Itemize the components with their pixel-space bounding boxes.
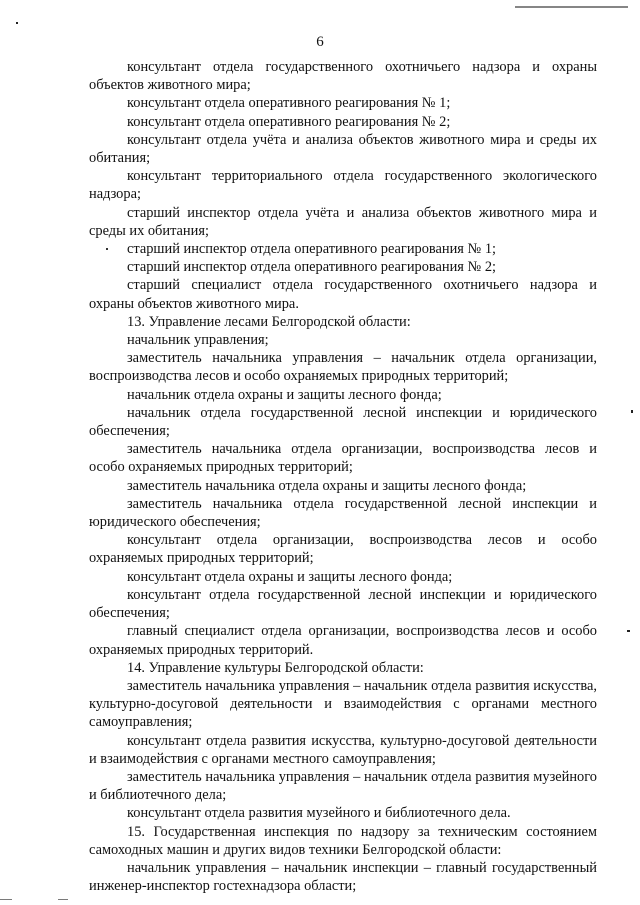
paragraph: заместитель начальника управления – начальник отдела организации, воспроизводства лесов и особо охраняемых природных территорий; [89,350,597,385]
paragraph: старший специалист отдела государственного охотничьего надзора и охраны объектов животного мира. [89,277,597,312]
paragraph: консультант отдела учёта и анализа объектов животного мира и среды их обитания; [89,131,597,167]
page-number: 6 [316,34,324,50]
paragraph: начальник управления; [127,332,269,349]
paragraph: начальник отдела охраны и защиты лесного фонда; [127,386,442,403]
section-heading-14: 14. Управление культуры Белгородской области: [127,659,424,676]
paragraph: старший инспектор отдела оперативного реагирования № 2; [127,259,497,276]
paragraph: консультант отдела государственного охотничьего надзора и охраны объектов животного мира; [89,59,597,94]
paragraph: начальник отдела государственной лесной инспекции и юридического обеспечения; [89,404,597,440]
scan-edge-mark-bottom-2 [58,899,68,900]
paragraph: старший инспектор отдела учёта и анализа объектов животного мира и среды их обитания; [89,204,597,239]
paragraph: консультант отдела государственной лесной инспекции и юридического обеспечения; [89,586,597,622]
paragraph: главный специалист отдела организации, воспроизводства лесов и особо охраняемых природных территорий. [89,623,597,658]
document-body [89,58,597,895]
paragraph: консультант отдела развития музейного и библиотечного дела. [127,805,511,822]
scan-edge-mark-top [515,6,628,8]
paragraph: консультант отдела оперативного реагирования № 1; [127,95,451,112]
paragraph: консультант отдела охраны и защиты лесного фонда; [127,568,453,585]
paragraph: заместитель начальника управления – начальник отдела развития музейного и библиотечного дела; [89,768,597,804]
scan-speck-right-2 [627,630,630,632]
paragraph: консультант отдела оперативного реагирования № 2; [127,113,451,130]
scan-edge-mark-bottom-1 [0,899,12,900]
section-heading-13: 13. Управление лесами Белгородской области: [127,313,411,330]
paragraph: заместитель начальника управления – начальник отдела развития искусства, культурно-досуговой деятельности и взаимодействия с органами местного самоуправления; [89,677,597,731]
paragraph: консультант отдела организации, воспроизводства лесов и особо охраняемых природных территорий; [89,532,597,567]
paragraph: консультант отдела развития искусства, культурно-досуговой деятельности и взаимодействия с органами местного самоуправления; [89,732,597,767]
paragraph: старший инспектор отдела оперативного реагирования № 1; [127,241,497,258]
paragraph: заместитель начальника отдела государственной лесной инспекции и юридического обеспечения; [89,495,597,531]
section-heading-15: 15. Государственная инспекция по надзору за техническим состоянием самоходных машин и других видов техники Белгородской области: [89,823,597,858]
paragraph: начальник управления – начальник инспекции – главный государственный инженер-инспектор гостехнадзора области; [89,859,597,895]
paragraph: заместитель начальника отдела охраны и защиты лесного фонда; [127,477,527,494]
paragraph: консультант территориального отдела государственного экологического надзора; [89,168,597,203]
paragraph: заместитель начальника отдела организации, воспроизводства лесов и особо охраняемых природных территорий; [89,441,597,476]
scan-speck-right-1 [631,410,633,413]
scan-speck-left [16,22,18,24]
